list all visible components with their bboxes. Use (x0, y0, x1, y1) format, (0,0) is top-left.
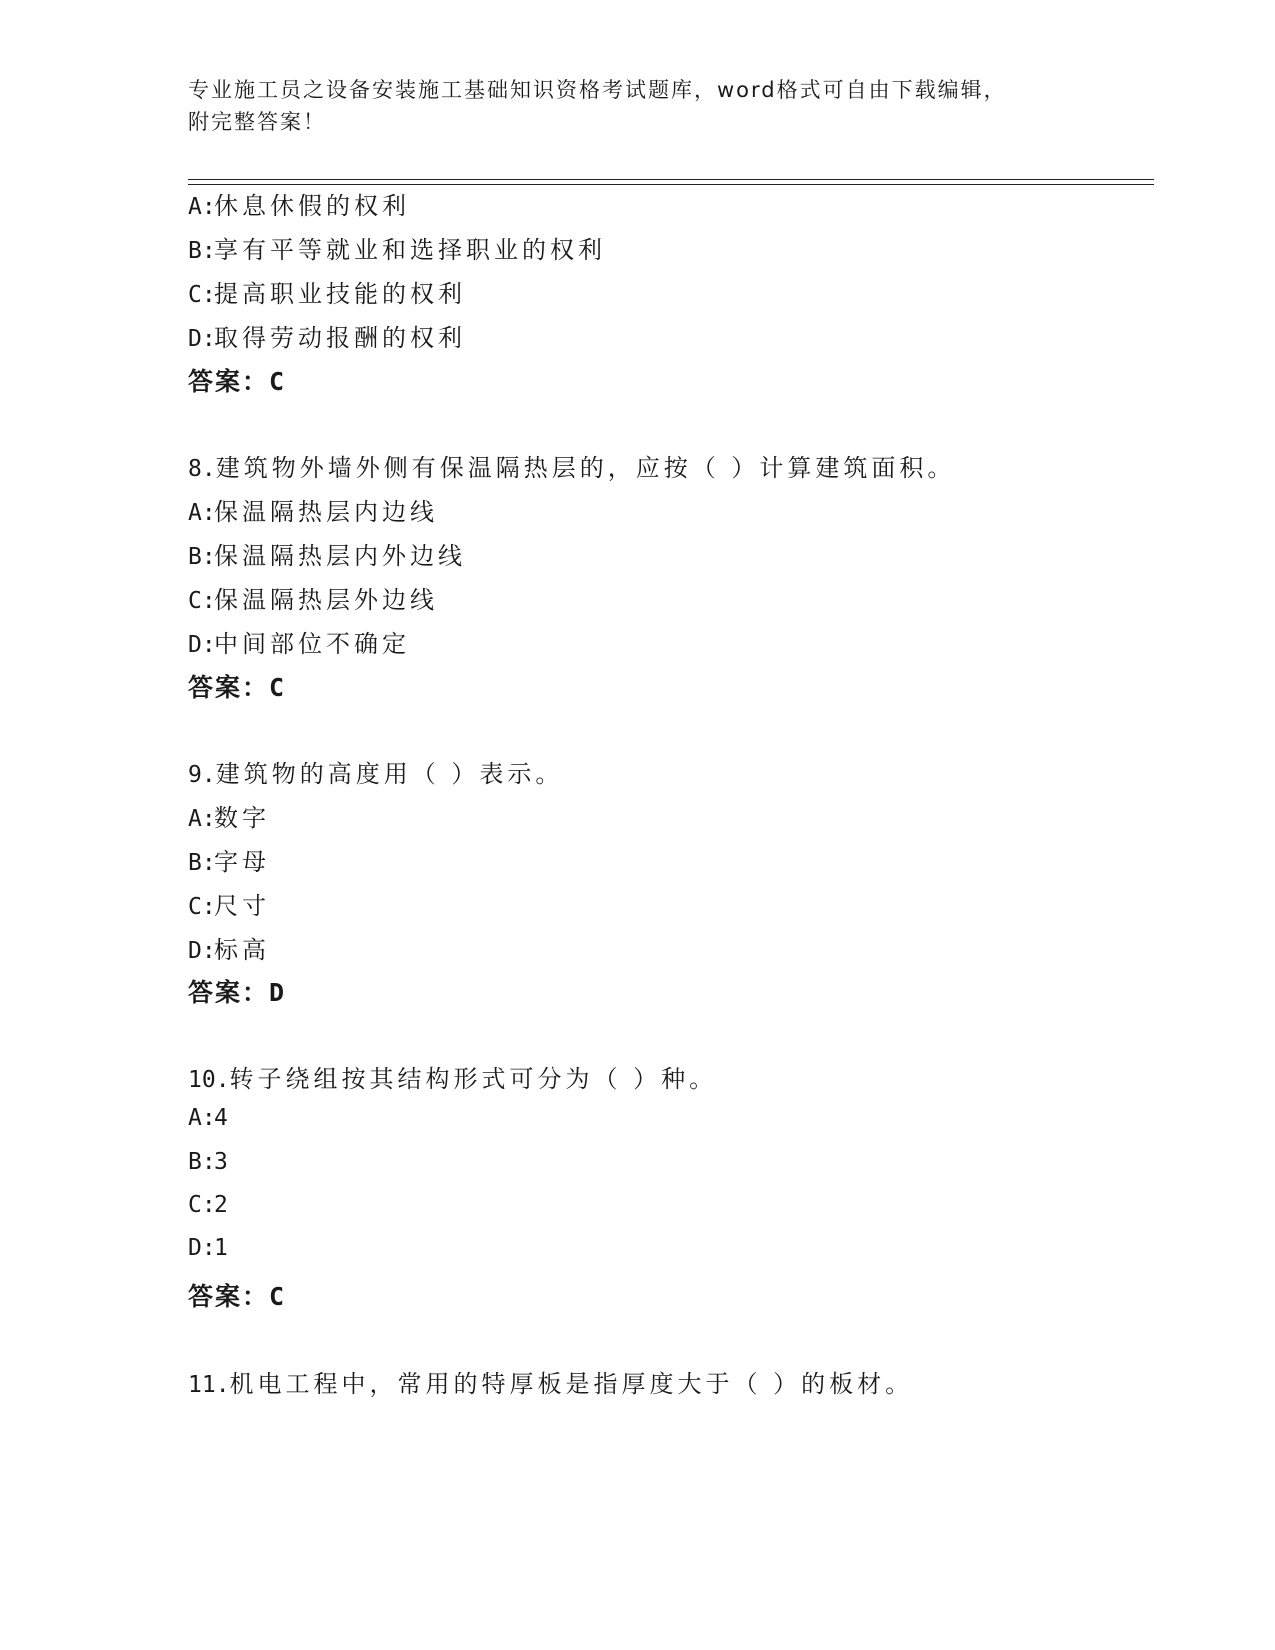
question-text: 机电工程中，常用的特厚板是指厚度大于（ ）的板材。 (229, 1370, 914, 1398)
q10-option-d (188, 1233, 228, 1261)
q9-stem (188, 754, 563, 789)
option-text: 休息休假的权利 (214, 192, 410, 220)
option-letter: C: (188, 894, 216, 920)
option-text: 2 (214, 1192, 228, 1218)
q10-answer (188, 1277, 284, 1313)
q8-option-c (188, 580, 438, 615)
q7-option-d (188, 318, 466, 353)
header-title-line-1: 专业施工员之设备安装施工基础知识资格考试题库，word格式可自由下载编辑， (188, 78, 1007, 102)
option-text: 1 (214, 1235, 228, 1261)
option-text: 保温隔热层外边线 (214, 586, 438, 614)
q11-stem (188, 1364, 913, 1399)
header-title-line-2: 附完整答案！ (188, 110, 326, 134)
option-text: 3 (214, 1149, 228, 1175)
answer-label: 答案： (188, 367, 270, 396)
q9-option-d (188, 930, 270, 965)
q8-stem (188, 448, 955, 483)
option-letter: B: (188, 238, 216, 264)
option-text: 提高职业技能的权利 (214, 280, 466, 308)
q9-option-b (188, 842, 270, 877)
option-letter: C: (188, 1192, 216, 1218)
option-text: 标高 (214, 936, 270, 964)
answer-value: C (269, 367, 285, 396)
q10-stem (188, 1059, 717, 1094)
option-letter: C: (188, 282, 216, 308)
option-text: 尺寸 (214, 892, 270, 920)
option-letter: D: (188, 938, 216, 964)
q8-answer (188, 668, 284, 704)
answer-value: C (269, 673, 285, 702)
q10-option-c (188, 1190, 228, 1218)
question-number: 10. (188, 1067, 230, 1093)
option-letter: A: (188, 500, 216, 526)
q7-option-c (188, 274, 466, 309)
option-text: 4 (214, 1105, 228, 1131)
option-text: 中间部位不确定 (214, 630, 410, 658)
answer-value: D (269, 978, 285, 1007)
question-text: 建筑物的高度用（ ）表示。 (215, 760, 564, 788)
option-text: 数字 (214, 804, 270, 832)
q10-option-a (188, 1103, 228, 1131)
option-letter: B: (188, 850, 216, 876)
q9-option-c (188, 886, 270, 921)
option-letter: C: (188, 588, 216, 614)
q8-option-d (188, 624, 410, 659)
option-letter: D: (188, 1235, 216, 1261)
header-divider-top (188, 179, 1154, 180)
option-letter: A: (188, 194, 216, 220)
q9-option-a (188, 798, 270, 833)
answer-value: C (269, 1282, 285, 1311)
option-text: 保温隔热层内外边线 (214, 542, 466, 570)
q7-option-b (188, 230, 606, 265)
header-divider-bottom (188, 184, 1154, 185)
option-letter: B: (188, 544, 216, 570)
option-letter: A: (188, 806, 216, 832)
q7-option-a (188, 186, 410, 221)
question-number: 8. (188, 456, 216, 482)
option-letter: B: (188, 1149, 216, 1175)
answer-label: 答案： (188, 978, 270, 1007)
option-text: 保温隔热层内边线 (214, 498, 438, 526)
question-text: 建筑物外墙外侧有保温隔热层的，应按（ ）计算建筑面积。 (215, 454, 956, 482)
option-letter: D: (188, 326, 216, 352)
q10-option-b (188, 1147, 228, 1175)
option-text: 字母 (214, 848, 270, 876)
q8-option-b (188, 536, 466, 571)
option-letter: D: (188, 632, 216, 658)
option-text: 享有平等就业和选择职业的权利 (214, 236, 606, 264)
q7-answer (188, 362, 284, 398)
question-number: 9. (188, 762, 216, 788)
answer-label: 答案： (188, 673, 270, 702)
option-text: 取得劳动报酬的权利 (214, 324, 466, 352)
option-letter: A: (188, 1105, 216, 1131)
q9-answer (188, 973, 284, 1009)
answer-label: 答案： (188, 1282, 270, 1311)
question-text: 转子绕组按其结构形式可分为（ ）种。 (229, 1065, 718, 1093)
question-number: 11. (188, 1372, 230, 1398)
document-header (188, 74, 1068, 138)
q8-option-a (188, 492, 438, 527)
